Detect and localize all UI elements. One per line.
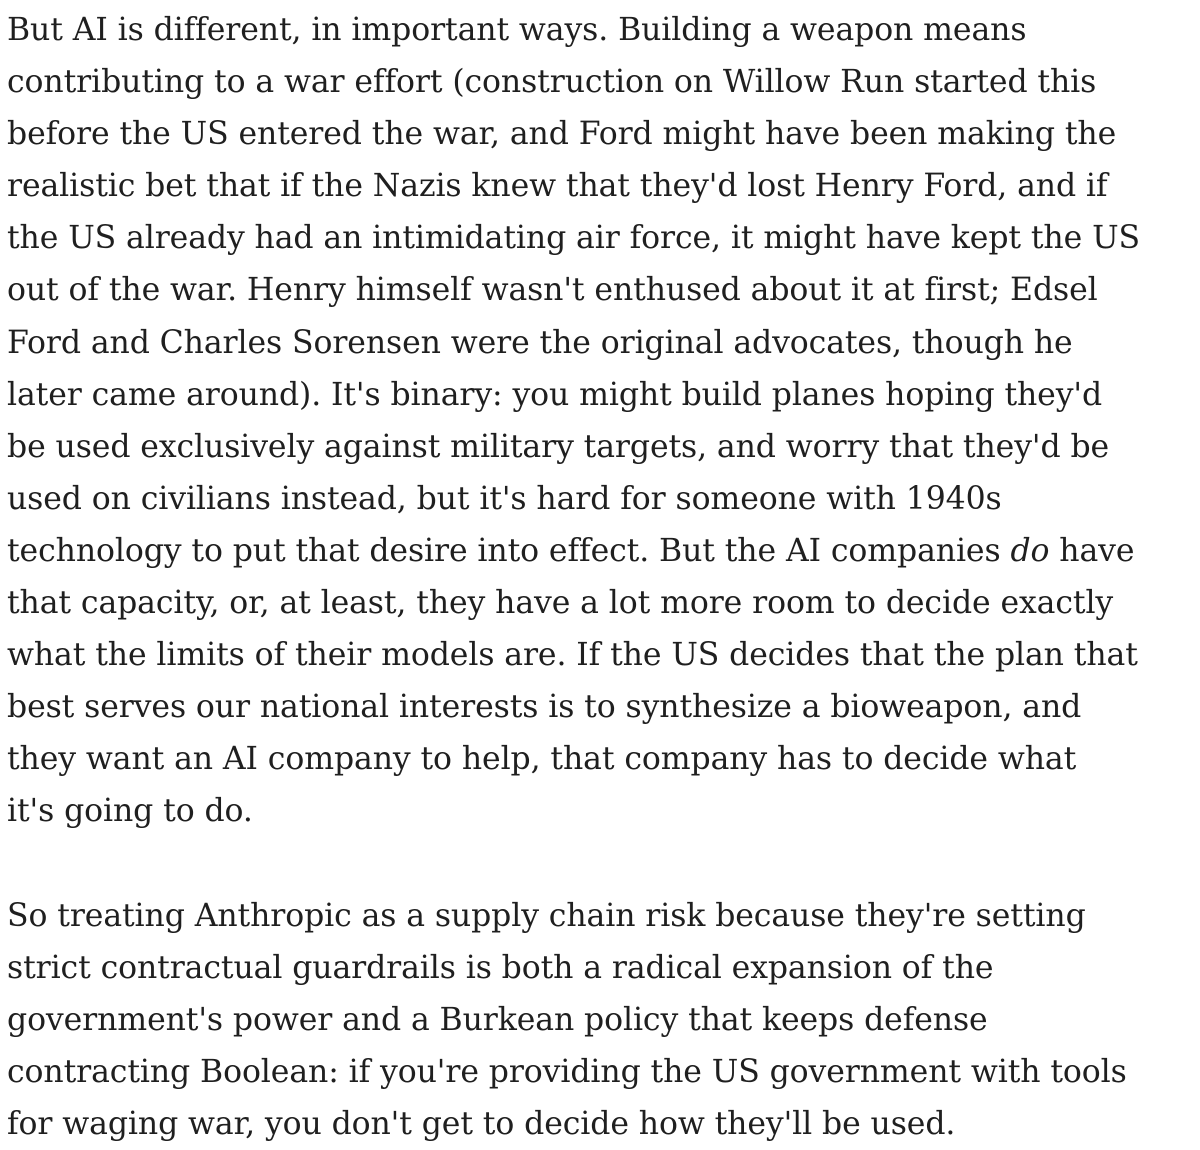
text-line: government's power and a Burkean policy that keeps defense — [7, 1001, 988, 1038]
paragraph — [7, 890, 1200, 1150]
text-line: best serves our national interests is to synthesize a bioweapon, and — [7, 689, 1082, 726]
text-line: what the limits of their models are. If the US decides that the plan that — [7, 637, 1138, 674]
text-line: But AI is different, in important ways. Building a weapon means — [7, 12, 1027, 48]
text-segment: technology to put that desire into effect. But the AI companies — [7, 532, 1011, 569]
text-line: before the US entered the war, and Ford might have been making the — [7, 116, 1117, 153]
text-line: So treating Anthropic as a supply chain risk because they're setting — [7, 897, 1086, 934]
text-line: for waging war, you don't get to decide how they'll be used. — [7, 1105, 956, 1142]
text-line: used on civilians instead, but it's hard for someone with 1940s — [7, 480, 1002, 517]
text-line: the US already had an intimidating air force, it might have kept the US — [7, 220, 1140, 257]
emphasis: do — [1010, 532, 1050, 569]
text-line: Ford and Charles Sorensen were the original advocates, though he — [7, 324, 1073, 361]
text-segment: have — [1049, 532, 1135, 569]
text-line: that capacity, or, at least, they have a lot more room to decide exactly — [7, 585, 1114, 622]
text-line: it's going to do. — [7, 793, 253, 830]
text-line — [7, 525, 1200, 577]
text-line: out of the war. Henry himself wasn't enthused about it at first; Edsel — [7, 272, 1098, 309]
paragraph — [7, 4, 1200, 838]
text-line: be used exclusively against military targets, and worry that they'd be — [7, 428, 1110, 465]
text-line: later came around). It's binary: you might build planes hoping they'd — [7, 376, 1103, 413]
text-line: they want an AI company to help, that company has to decide what — [7, 741, 1077, 778]
text-line: strict contractual guardrails is both a radical expansion of the — [7, 949, 994, 986]
text-line: contributing to a war effort (construction on Willow Run started this — [7, 64, 1097, 101]
text-line: realistic bet that if the Nazis knew that they'd lost Henry Ford, and if — [7, 168, 1108, 205]
text-line: contracting Boolean: if you're providing the US government with tools — [7, 1053, 1127, 1090]
